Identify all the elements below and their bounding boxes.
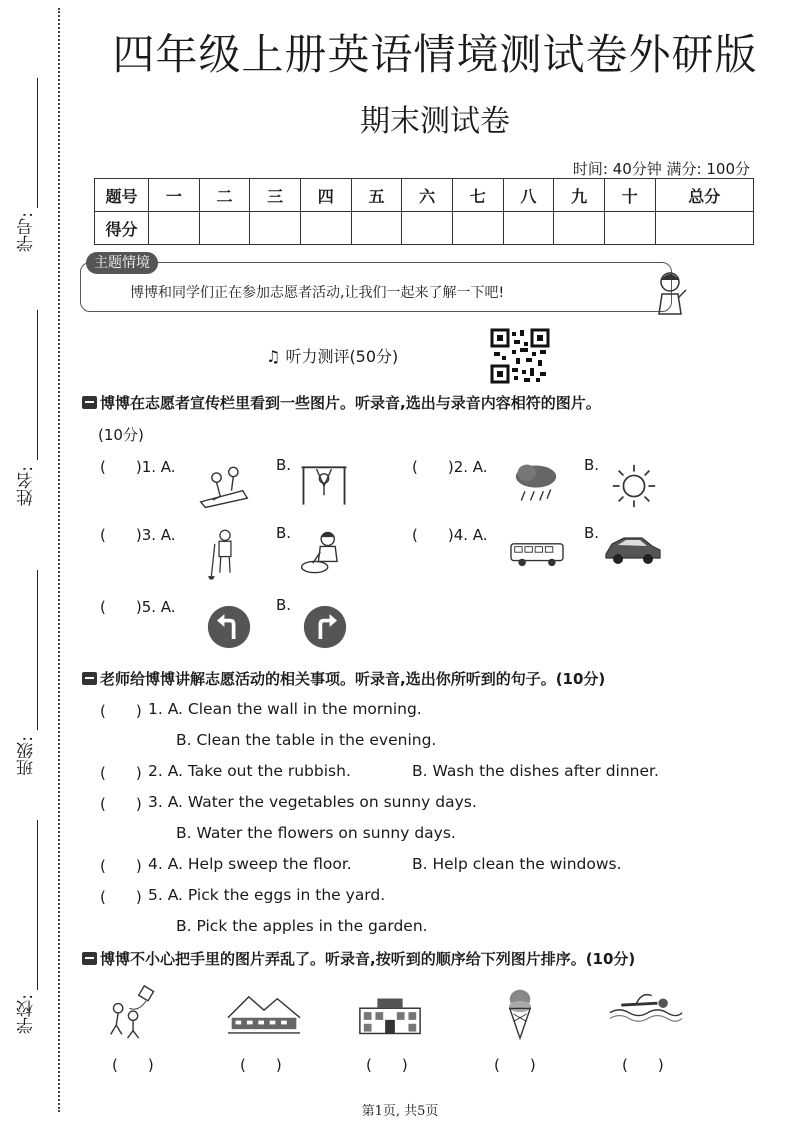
kids-flying-kite-icon (100, 984, 168, 1040)
banji-rule (37, 570, 38, 730)
s3-bracket-3[interactable]: ( ) (366, 1056, 408, 1074)
score-cell[interactable] (655, 212, 753, 245)
banji-label: 班级: (17, 736, 37, 776)
s3-bracket-5[interactable]: ( ) (622, 1056, 664, 1074)
section3-heading-text: 博博不小心把手里的图片弄乱了。听录音,按听到的顺序给下列图片排序。(10分) (100, 950, 636, 968)
s1-q5-b[interactable]: B. (276, 596, 292, 614)
s1-q5-num[interactable]: ( )5. A. (100, 598, 176, 616)
xingming-label: 姓名: (17, 466, 37, 506)
xuehao-rule (37, 78, 38, 208)
row-head-tihao: 题号 (95, 179, 149, 212)
exam-title: 四年级上册英语情境测试卷外研版 (112, 30, 758, 79)
boy-sweeping-icon[interactable] (208, 526, 242, 582)
section2-heading-text: 老师给博博讲解志愿活动的相关事项。听录音,选出你所听到的句子。(10分) (100, 670, 606, 688)
s2-q4-paren[interactable]: ( ) (100, 857, 142, 875)
theme-tag: 主题情境 (86, 252, 158, 274)
s2-q3-b: B. Water the flowers on sunny days. (176, 824, 456, 842)
s1-q4-num[interactable]: ( )4. A. (412, 526, 488, 544)
score-cell[interactable] (604, 212, 655, 245)
section2-heading (82, 668, 605, 689)
score-cell[interactable] (503, 212, 554, 245)
score-cell[interactable] (554, 212, 605, 245)
section-number-icon (82, 952, 97, 965)
col-2: 二 (199, 179, 250, 212)
s1-q3-b[interactable]: B. (276, 524, 292, 542)
car-icon[interactable] (602, 532, 662, 566)
s2-q2-b: B. Wash the dishes after dinner. (412, 762, 659, 780)
section-number-icon (82, 672, 97, 685)
score-cell[interactable] (351, 212, 402, 245)
turn-left-sign-icon[interactable] (206, 604, 252, 650)
section3-heading (82, 948, 635, 969)
score-cell[interactable] (149, 212, 200, 245)
score-cell[interactable] (199, 212, 250, 245)
s3-bracket-2[interactable]: ( ) (240, 1056, 282, 1074)
cut-line (58, 8, 60, 1112)
section1-heading-text: 博博在志愿者宣传栏里看到一些图片。听录音,选出与录音内容相符的图片。 (100, 394, 601, 412)
xingming-rule (37, 310, 38, 460)
col-8: 八 (503, 179, 554, 212)
girl-mascot-icon (650, 268, 690, 318)
s1-q1-num[interactable]: ( )1. A. (100, 458, 176, 476)
s2-q5-b: B. Pick the apples in the garden. (176, 917, 428, 935)
s2-q1-b: B. Clean the table in the evening. (176, 731, 437, 749)
s2-q4-a: 4. A. Help sweep the floor. (148, 855, 352, 873)
turn-right-sign-icon[interactable] (302, 604, 348, 650)
col-9: 九 (554, 179, 605, 212)
xuexiao-label: 学校: (17, 994, 37, 1034)
score-cell[interactable] (452, 212, 503, 245)
rain-cloud-icon[interactable] (508, 460, 564, 506)
s2-q3-a: 3. A. Water the vegetables on sunny days. (148, 793, 477, 811)
table-row (95, 179, 754, 212)
xuehao-label: 学号: (17, 212, 37, 252)
theme-text: 博博和同学们正在参加志愿者活动,让我们一起来了解一下吧! (130, 285, 505, 301)
sun-icon[interactable] (610, 462, 658, 510)
s2-q2-paren[interactable]: ( ) (100, 764, 142, 782)
s1-q4-b[interactable]: B. (584, 524, 600, 542)
s1-q3-num[interactable]: ( )3. A. (100, 526, 176, 544)
listening-title-text: 听力测评(50分) (285, 347, 399, 366)
time-info: 时间: 40分钟 满分: 100分 (572, 160, 750, 178)
s3-bracket-1[interactable]: ( ) (112, 1056, 154, 1074)
xuexiao-rule (37, 820, 38, 990)
s3-bracket-4[interactable]: ( ) (494, 1056, 536, 1074)
bus-icon[interactable] (508, 542, 566, 568)
score-table (94, 178, 754, 245)
score-cell[interactable] (250, 212, 301, 245)
headphone-icon: ♫ (266, 347, 286, 366)
col-3: 三 (250, 179, 301, 212)
score-cell[interactable] (402, 212, 453, 245)
s2-q4-b: B. Help clean the windows. (412, 855, 622, 873)
row-head-defen: 得分 (95, 212, 149, 245)
s2-q2-a: 2. A. Take out the rubbish. (148, 762, 351, 780)
listening-title (266, 344, 398, 367)
qr-code-icon[interactable] (490, 328, 550, 384)
binding-margin (0, 0, 62, 1132)
table-row (95, 212, 754, 245)
s2-q5-a: 5. A. Pick the eggs in the yard. (148, 886, 386, 904)
train-mountain-icon (226, 988, 302, 1038)
section-number-icon (82, 396, 97, 409)
exam-subtitle: 期末测试卷 (360, 104, 510, 139)
score-cell[interactable] (300, 212, 351, 245)
swimming-icon (608, 988, 684, 1026)
s1-q1-b[interactable]: B. (276, 456, 292, 474)
s2-q1-a: 1. A. Clean the wall in the morning. (148, 700, 422, 718)
col-4: 四 (300, 179, 351, 212)
girl-washing-icon[interactable] (296, 528, 352, 578)
col-7: 七 (452, 179, 503, 212)
col-1: 一 (149, 179, 200, 212)
col-total: 总分 (655, 179, 753, 212)
ice-cream-icon (506, 986, 534, 1042)
s2-q5-paren[interactable]: ( ) (100, 888, 142, 906)
children-swing-icon[interactable] (196, 462, 252, 510)
section1-points: (10分) (98, 426, 144, 444)
col-10: 十 (604, 179, 655, 212)
col-5: 五 (351, 179, 402, 212)
page-footer: 第1页, 共5页 (361, 1104, 439, 1119)
col-6: 六 (402, 179, 453, 212)
s1-q2-b[interactable]: B. (584, 456, 600, 474)
s2-q3-paren[interactable]: ( ) (100, 795, 142, 813)
section1-heading (82, 392, 601, 413)
exercise-bar-icon[interactable] (296, 460, 352, 510)
building-icon (356, 996, 424, 1036)
s2-q1-paren[interactable]: ( ) (100, 702, 142, 720)
s1-q2-num[interactable]: ( )2. A. (412, 458, 488, 476)
